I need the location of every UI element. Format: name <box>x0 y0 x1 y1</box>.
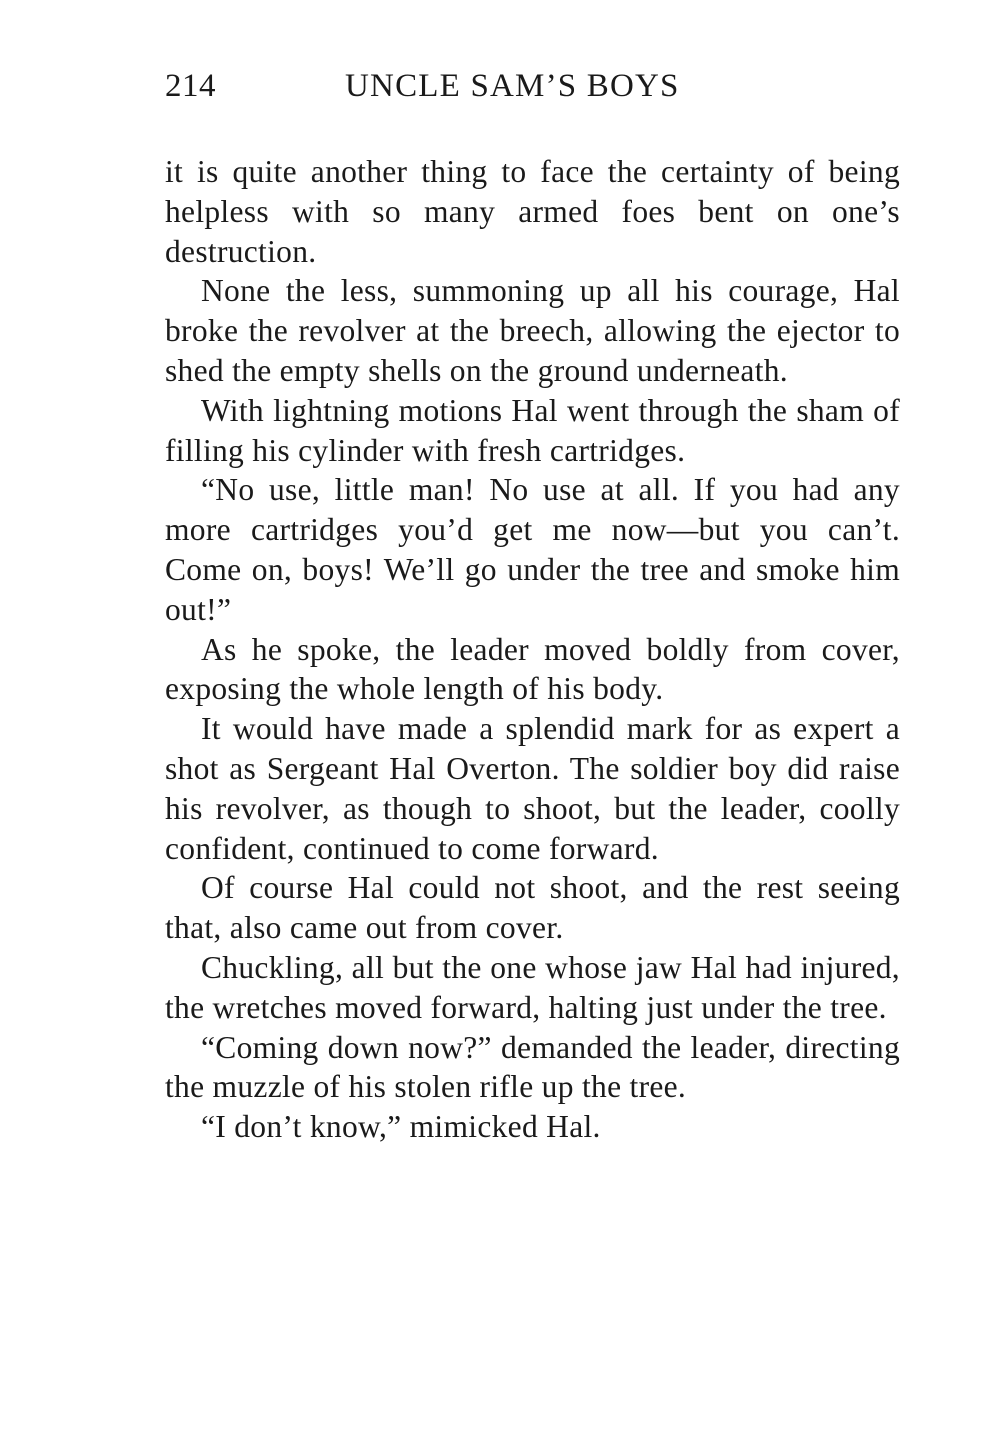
paragraph-continued: it is quite another thing to face the certainty of being helpless with so many armed foes bent on one’s destruction. <box>165 154 900 269</box>
paragraph: It would have made a splendid mark for as expert a shot as Sergeant Hal Overton. The soldier boy did raise his revolver, as though to shoot, but the leader, coolly confident, continued to come forward. <box>165 711 900 866</box>
paragraph: “No use, little man! No use at all. If you had any more cartridges you’d get me now—but you can’t. Come on, boys! We’ll go under the tree and smoke him out!” <box>165 472 900 627</box>
paragraph: Of course Hal could not shoot, and the rest seeing that, also came out from cover. <box>165 870 900 946</box>
body-text <box>165 152 900 1147</box>
paragraph: None the less, summoning up all his courage, Hal broke the revolver at the breech, allowing the ejector to shed the empty shells on the ground underneath. <box>165 273 900 388</box>
running-head <box>165 68 725 112</box>
paragraph: As he spoke, the leader moved boldly from cover, exposing the whole length of his body. <box>165 631 900 707</box>
paragraph: With lightning motions Hal went through the sham of filling his cylinder with fresh cartridges. <box>165 392 900 468</box>
page-number: 214 <box>165 68 216 104</box>
paragraph: Chuckling, all but the one whose jaw Hal had injured, the wretches moved forward, halting just under the tree. <box>165 949 900 1025</box>
paragraph: “I don’t know,” mimicked Hal. <box>201 1109 601 1145</box>
paragraph: “Coming down now?” demanded the leader, directing the muzzle of his stolen rifle up the tree. <box>165 1029 900 1105</box>
book-title: UNCLE SAM’S BOYS <box>345 68 680 104</box>
